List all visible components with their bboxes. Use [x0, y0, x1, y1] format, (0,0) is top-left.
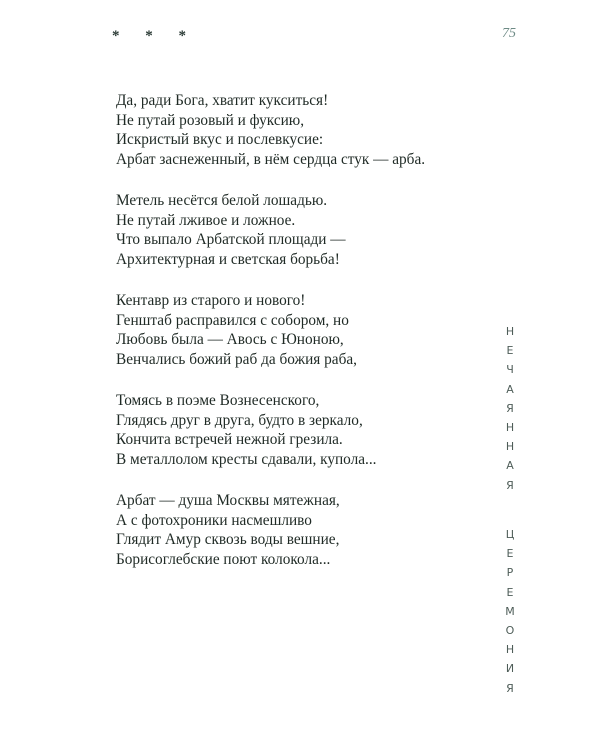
side-title-letter: Р	[506, 566, 514, 580]
stanza	[116, 491, 496, 569]
side-title-letter: Ц	[505, 528, 515, 541]
side-title-letter: М	[505, 604, 515, 618]
poem-line: Метель несётся белой лошадью.	[116, 192, 328, 209]
ornament-stars: * * *	[112, 28, 197, 44]
side-title-word-1	[500, 322, 520, 495]
side-title-letter: Н	[505, 325, 515, 338]
poem-line: А с фотохроники насмешливо	[116, 511, 312, 529]
side-title-letter: А	[506, 459, 514, 473]
page-number: 75	[502, 26, 516, 41]
side-title-letter: Я	[506, 478, 514, 492]
side-title-letter: Я	[506, 681, 514, 695]
side-title-letter: Ч	[506, 363, 514, 377]
poem-line: Глядит Амур сквозь воды вешние,	[116, 531, 340, 548]
poem-line: Любовь была — Авось с Юноною,	[116, 331, 344, 348]
poem-line: Томясь в поэме Вознесенского,	[116, 392, 320, 409]
side-title-letter: Е	[506, 547, 514, 561]
poem-line: Глядясь друг в друга, будто в зеркало,	[116, 411, 363, 429]
side-title-letter: А	[506, 382, 514, 396]
side-title-letter: Я	[506, 401, 514, 415]
poem-line: В металлолом кресты сдавали, купола...	[116, 450, 377, 468]
poem-line: Не путай розовый и фуксию,	[116, 111, 305, 129]
side-title-letter: Е	[506, 344, 514, 358]
stanza	[116, 91, 496, 169]
poem-line: Искристый вкус и послевкусие:	[116, 131, 324, 148]
stanza	[116, 191, 496, 269]
side-title-letter: Е	[506, 585, 514, 599]
side-title-letter: Н	[505, 440, 515, 454]
poem	[116, 91, 496, 591]
poem-line: Не путай лживое и ложное.	[116, 211, 296, 229]
poem-line: Да, ради Бога, хватит кукситься!	[116, 92, 329, 109]
poem-line: Кентавр из старого и нового!	[116, 292, 306, 309]
poem-line: Кончита встречей нежной грезила.	[116, 431, 343, 448]
side-title-word-2	[500, 525, 520, 698]
side-title-letter: О	[505, 623, 515, 637]
side-title-letter: Н	[505, 643, 515, 657]
poem-line: Что выпало Арбатской площади —	[116, 231, 346, 248]
poem-line: Венчались божий раб да божия раба,	[116, 350, 357, 368]
poem-line: Арбат заснеженный, в нём сердца стук — арба.	[116, 150, 426, 168]
stanza	[116, 291, 496, 369]
poem-line: Архитектурная и светская борьба!	[116, 250, 340, 268]
stanza	[116, 391, 496, 469]
side-title-letter: Н	[505, 420, 515, 434]
poem-line: Генштаб расправился с собором, но	[116, 311, 349, 329]
poem-line: Борисоглебские поют колокола...	[116, 550, 331, 568]
poem-line: Арбат — душа Москвы мятежная,	[116, 492, 340, 509]
side-title-letter: И	[505, 662, 515, 676]
